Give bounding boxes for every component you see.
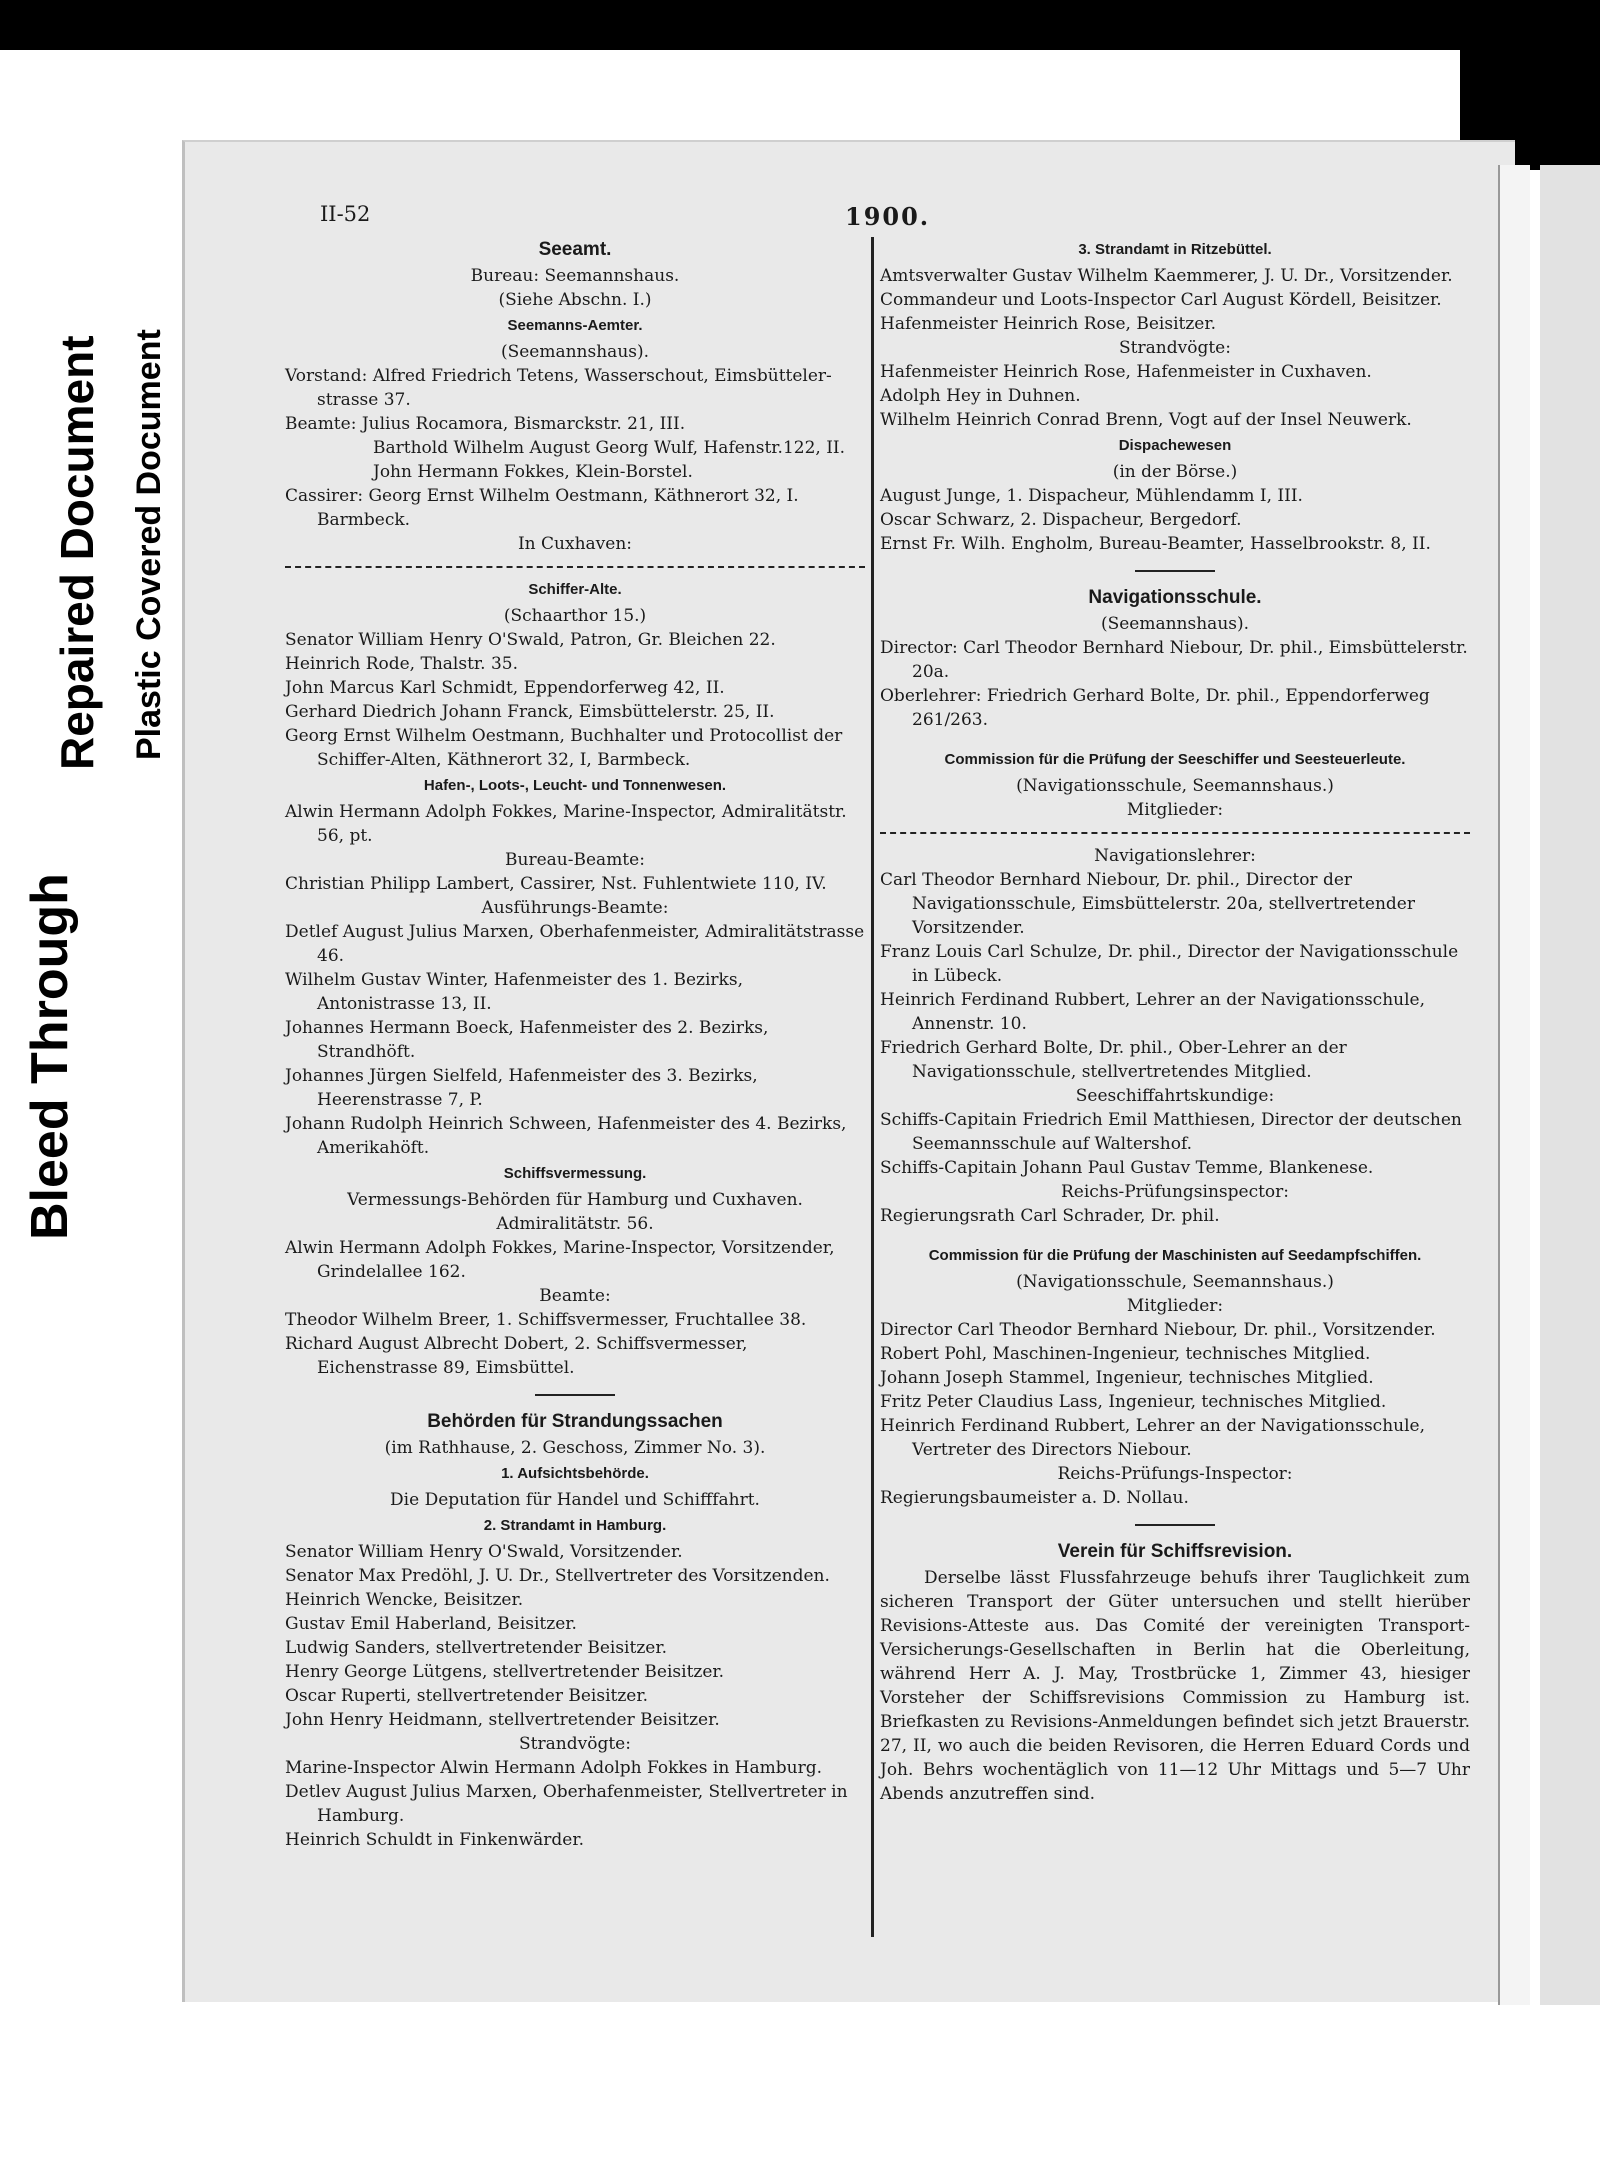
- section-title-commission-maschinisten: Commission für die Prüfung der Maschinisten auf Seedampfschiffen.: [928, 1247, 1422, 1264]
- left-column: [285, 238, 865, 1852]
- ritze-line: Amtsverwalter Gustav Wilhelm Kaemmerer, J. U. Dr., Vorsitzender.: [880, 266, 1453, 286]
- schiffer-line: Gerhard Diedrich Johann Franck, Eimsbüttelerstr. 25, II.: [285, 702, 775, 722]
- hafen-line: Detlef August Julius Marxen, Oberhafenmeister, Admiralitätstrasse 46.: [285, 922, 865, 966]
- seemanns-cuxhaven: In Cuxhaven:: [517, 534, 633, 554]
- schiffer-line: Georg Ernst Wilhelm Oestmann, Buchhalter und Protocollist der Schiffer-Alten, Käthnerort 32, I, Barmbeck.: [285, 726, 843, 770]
- section-title-dispache: Dispachewesen: [1118, 437, 1232, 454]
- section-rule: [535, 1394, 615, 1396]
- dispache-line: Oscar Schwarz, 2. Dispacheur, Bergedorf.: [880, 510, 1242, 530]
- hafen-subhead: Ausführungs-Beamte:: [481, 898, 669, 918]
- strandung-line: Heinrich Schuldt in Finkenwärder.: [285, 1830, 585, 1850]
- right-column: [880, 238, 1470, 1806]
- comm2-subhead: Reichs-Prüfungs-Inspector:: [1057, 1464, 1293, 1484]
- comm1-line: Carl Theodor Bernhard Niebour, Dr. phil., Director der Navigationsschule, Eimsbüttelerstr. 20a, stellvertretender Vorsitzender.: [880, 870, 1415, 938]
- page-header: [185, 202, 1515, 236]
- dispache-sub: (in der Börse.): [1112, 462, 1238, 482]
- ritze-line: Adolph Hey in Duhnen.: [880, 386, 1081, 406]
- document-page: [182, 140, 1515, 2002]
- comm1-line: Franz Louis Carl Schulze, Dr. phil., Director der Navigationsschule in Lübeck.: [880, 942, 1459, 986]
- comm2-sub: (Navigationsschule, Seemannshaus.): [1016, 1272, 1334, 1292]
- strandung-line: Heinrich Wencke, Beisitzer.: [285, 1590, 524, 1610]
- comm1-subhead: Navigationslehrer:: [1094, 846, 1256, 866]
- label-bleed-through: Bleed Through: [21, 873, 79, 1240]
- hafen-line: Johannes Hermann Boeck, Hafenmeister des 2. Bezirks, Strandhöft.: [285, 1018, 769, 1062]
- comm2-subhead: Mitglieder:: [1126, 1296, 1224, 1316]
- strandung-line: Senator Max Predöhl, J. U. Dr., Stellvertreter des Vorsitzenden.: [285, 1566, 830, 1586]
- strandung-line: John Henry Heidmann, stellvertretender Beisitzer.: [285, 1710, 720, 1730]
- seemanns-vorstand: Vorstand: Alfred Friedrich Tetens, Wasserschout, Eimsbütteler-strasse 37.: [285, 366, 832, 410]
- strandung-line: Marine-Inspector Alwin Hermann Adolph Fokkes in Hamburg.: [285, 1758, 823, 1778]
- hafen-line: Christian Philipp Lambert, Cassirer, Nst. Fuhlentwiete 110, IV.: [285, 874, 827, 894]
- comm1-line: Regierungsrath Carl Schrader, Dr. phil.: [880, 1206, 1220, 1226]
- seeamt-ref: (Siehe Abschn. I.): [498, 290, 652, 310]
- section-title-strandung: Behörden für Strandungssachen: [427, 1411, 723, 1432]
- page-year: 1900.: [845, 202, 931, 231]
- schiffer-sub: (Schaarthor 15.): [503, 606, 647, 626]
- comm1-line: Schiffs-Capitain Johann Paul Gustav Temme, Blankenese.: [880, 1158, 1374, 1178]
- section-title-vermessung: Schiffsvermessung.: [503, 1165, 647, 1182]
- hafen-line: Johannes Jürgen Sielfeld, Hafenmeister des 3. Bezirks, Heerenstrasse 7, P.: [285, 1066, 758, 1110]
- label-plastic-covered: Plastic Covered Document: [130, 329, 168, 760]
- ritze-line: Hafenmeister Heinrich Rose, Hafenmeister in Cuxhaven.: [880, 362, 1372, 382]
- ritze-subhead: Strandvögte:: [1119, 338, 1231, 358]
- strandung-subhead: Strandvögte:: [519, 1734, 631, 1754]
- label-repaired-document: Repaired Document: [51, 335, 103, 770]
- vermessung-line: Alwin Hermann Adolph Fokkes, Marine-Inspector, Vorsitzender, Grindelallee 162.: [285, 1238, 835, 1282]
- vermessung-line: Theodor Wilhelm Breer, 1. Schiffsvermesser, Fruchtallee 38.: [285, 1310, 807, 1330]
- section-title-seeamt: Seeamt.: [538, 239, 612, 260]
- comm1-sub: (Navigationsschule, Seemannshaus.): [1016, 776, 1334, 796]
- seemanns-beamte-2: Barthold Wilhelm August Georg Wulf, Hafenstr.122, II.: [373, 438, 846, 458]
- section-title-verein: Verein für Schiffsrevision.: [1057, 1541, 1293, 1562]
- section-title-schiffer: Schiffer-Alte.: [528, 581, 622, 598]
- comm2-line: Director Carl Theodor Bernhard Niebour, Dr. phil., Vorsitzender.: [880, 1320, 1436, 1340]
- seemanns-cassirer: Cassirer: Georg Ernst Wilhelm Oestmann, Käthnerort 32, I. Barmbeck.: [285, 486, 799, 530]
- navi-line: Oberlehrer: Friedrich Gerhard Bolte, Dr. phil., Eppendorferweg 261/263.: [880, 686, 1430, 730]
- comm2-line: Johann Joseph Stammel, Ingenieur, technisches Mitglied.: [880, 1368, 1374, 1388]
- page-gutter: [1498, 165, 1530, 2005]
- dispache-line: Ernst Fr. Wilh. Engholm, Bureau-Beamter, Hasselbrookstr. 8, II.: [880, 534, 1431, 554]
- ritze-line: Wilhelm Heinrich Conrad Brenn, Vogt auf der Insel Neuwerk.: [880, 410, 1412, 430]
- strandung-line: Senator William Henry O'Swald, Vorsitzender.: [285, 1542, 683, 1562]
- section-title-seemanns: Seemanns-Aemter.: [507, 317, 643, 334]
- comm1-subhead: Mitglieder:: [1126, 800, 1224, 820]
- comm1-line: Heinrich Ferdinand Rubbert, Lehrer an der Navigationsschule, Annenstr. 10.: [880, 990, 1426, 1034]
- scan-top-border: [0, 0, 1600, 50]
- strandung-subtitle-2: 2. Strandamt in Hamburg.: [483, 1517, 667, 1534]
- strandung-line: Henry George Lütgens, stellvertretender Beisitzer.: [285, 1662, 725, 1682]
- section-rule: [1135, 570, 1215, 572]
- navi-sub: (Seemannshaus).: [1100, 614, 1250, 634]
- strandung-line: Detlev August Julius Marxen, Oberhafenmeister, Stellvertreter in Hamburg.: [285, 1782, 848, 1826]
- verein-paragraph: Derselbe lässt Flussfahrzeuge behufs ihrer Tauglichkeit zum sicheren Transport der Güter untersuchen und stellt hierüber Revisions-Atteste aus. Das Comité der vereinigten Transport-Versicherungs-Gesellschaften in Berlin hat die Oberleitung, während Herr A. J. May, Trostbrücke 1, Zimmer 43, hiesiger Vorsteher der Schiffsrevisions Commission zu Hamburg ist. Briefkasten zu Revisions-Anmeldungen befindet sich jetzt Brauerstr. 27, II, wo auch die beiden Revisoren, die Herren Eduard Cords und Joh. Behrs wochentäglich von 11—12 Uhr Mittags und 5—7 Uhr Abends anzutreffen sind.: [880, 1568, 1470, 1804]
- strandung-line: Ludwig Sanders, stellvertretender Beisitzer.: [285, 1638, 668, 1658]
- dispache-line: August Junge, 1. Dispacheur, Mühlendamm I, III.: [880, 486, 1303, 506]
- section-title-hafen: Hafen-, Loots-, Leucht- und Tonnenwesen.: [423, 777, 727, 794]
- hafen-line: Johann Rudolph Heinrich Schween, Hafenmeister des 4. Bezirks, Amerikahöft.: [285, 1114, 847, 1158]
- schiffer-line: Heinrich Rode, Thalstr. 35.: [285, 654, 519, 674]
- hafen-line: Alwin Hermann Adolph Fokkes, Marine-Inspector, Admiralitätstr. 56, pt.: [285, 802, 847, 846]
- comm1-subhead: Reichs-Prüfungsinspector:: [1060, 1182, 1290, 1202]
- strandung-line: Gustav Emil Haberland, Beisitzer.: [285, 1614, 577, 1634]
- vermessung-sub: Vermessungs-Behörden für Hamburg und Cuxhaven.: [347, 1190, 803, 1210]
- seemanns-sub: (Seemannshaus).: [500, 342, 650, 362]
- comm2-line: Fritz Peter Claudius Lass, Ingenieur, technisches Mitglied.: [880, 1392, 1387, 1412]
- navi-line: Director: Carl Theodor Bernhard Niebour, Dr. phil., Eimsbüttelerstr. 20a.: [880, 638, 1468, 682]
- comm2-line: Regierungsbaumeister a. D. Nollau.: [880, 1488, 1189, 1508]
- strandung-sub: (im Rathhause, 2. Geschoss, Zimmer No. 3).: [384, 1438, 766, 1458]
- vermessung-sub: Admiralitätstr. 56.: [496, 1214, 654, 1234]
- schiffer-line: Senator William Henry O'Swald, Patron, Gr. Bleichen 22.: [285, 630, 776, 650]
- comm2-line: Heinrich Ferdinand Rubbert, Lehrer an der Navigationsschule, Vertreter des Directors Niebour.: [880, 1416, 1426, 1460]
- condition-labels: [10, 250, 180, 1270]
- schiffer-line: John Marcus Karl Schmidt, Eppendorferweg 42, II.: [285, 678, 725, 698]
- comm1-line: Schiffs-Capitain Friedrich Emil Matthiesen, Director der deutschen Seemannsschule auf Waltershof.: [880, 1110, 1462, 1154]
- hafen-subhead: Bureau-Beamte:: [505, 850, 645, 870]
- section-rule: [1135, 1524, 1215, 1526]
- column-divider: [871, 237, 874, 1937]
- vermessung-subhead: Beamte:: [539, 1286, 611, 1306]
- dashed-separator: [285, 566, 865, 568]
- vermessung-line: Richard August Albrecht Dobert, 2. Schiffsvermesser, Eichenstrasse 89, Eimsbüttel.: [285, 1334, 748, 1378]
- ritze-line: Commandeur und Loots-Inspector Carl August Kördell, Beisitzer.: [880, 290, 1442, 310]
- comm1-line: Friedrich Gerhard Bolte, Dr. phil., Ober-Lehrer an der Navigationsschule, stellvertretendes Mitglied.: [880, 1038, 1347, 1082]
- section-title-ritzebuettel: 3. Strandamt in Ritzebüttel.: [1078, 241, 1272, 258]
- dashed-separator: [880, 832, 1470, 834]
- comm1-subhead: Seeschiffahrtskundige:: [1075, 1086, 1275, 1106]
- section-title-navigationsschule: Navigationsschule.: [1088, 587, 1262, 608]
- section-title-commission-seeschiffer: Commission für die Prüfung der Seeschiffer und Seesteuerleute.: [944, 751, 1406, 768]
- seemanns-beamte-1: Beamte: Julius Rocamora, Bismarckstr. 21, III.: [285, 414, 686, 434]
- strandung-line: Die Deputation für Handel und Schifffahrt.: [390, 1490, 760, 1510]
- strandung-line: Oscar Ruperti, stellvertretender Beisitzer.: [285, 1686, 649, 1706]
- seemanns-beamte-3: John Hermann Fokkes, Klein-Borstel.: [373, 462, 693, 482]
- adjacent-page-edge: [1540, 165, 1600, 2005]
- strandung-subtitle-1: 1. Aufsichtsbehörde.: [501, 1465, 649, 1482]
- hafen-line: Wilhelm Gustav Winter, Hafenmeister des 1. Bezirks, Antonistrasse 13, II.: [285, 970, 743, 1014]
- seeamt-bureau: Bureau: Seemannshaus.: [470, 266, 680, 286]
- ritze-line: Hafenmeister Heinrich Rose, Beisitzer.: [880, 314, 1217, 334]
- comm2-line: Robert Pohl, Maschinen-Ingenieur, technisches Mitglied.: [880, 1344, 1371, 1364]
- page-number: II-52: [320, 202, 371, 226]
